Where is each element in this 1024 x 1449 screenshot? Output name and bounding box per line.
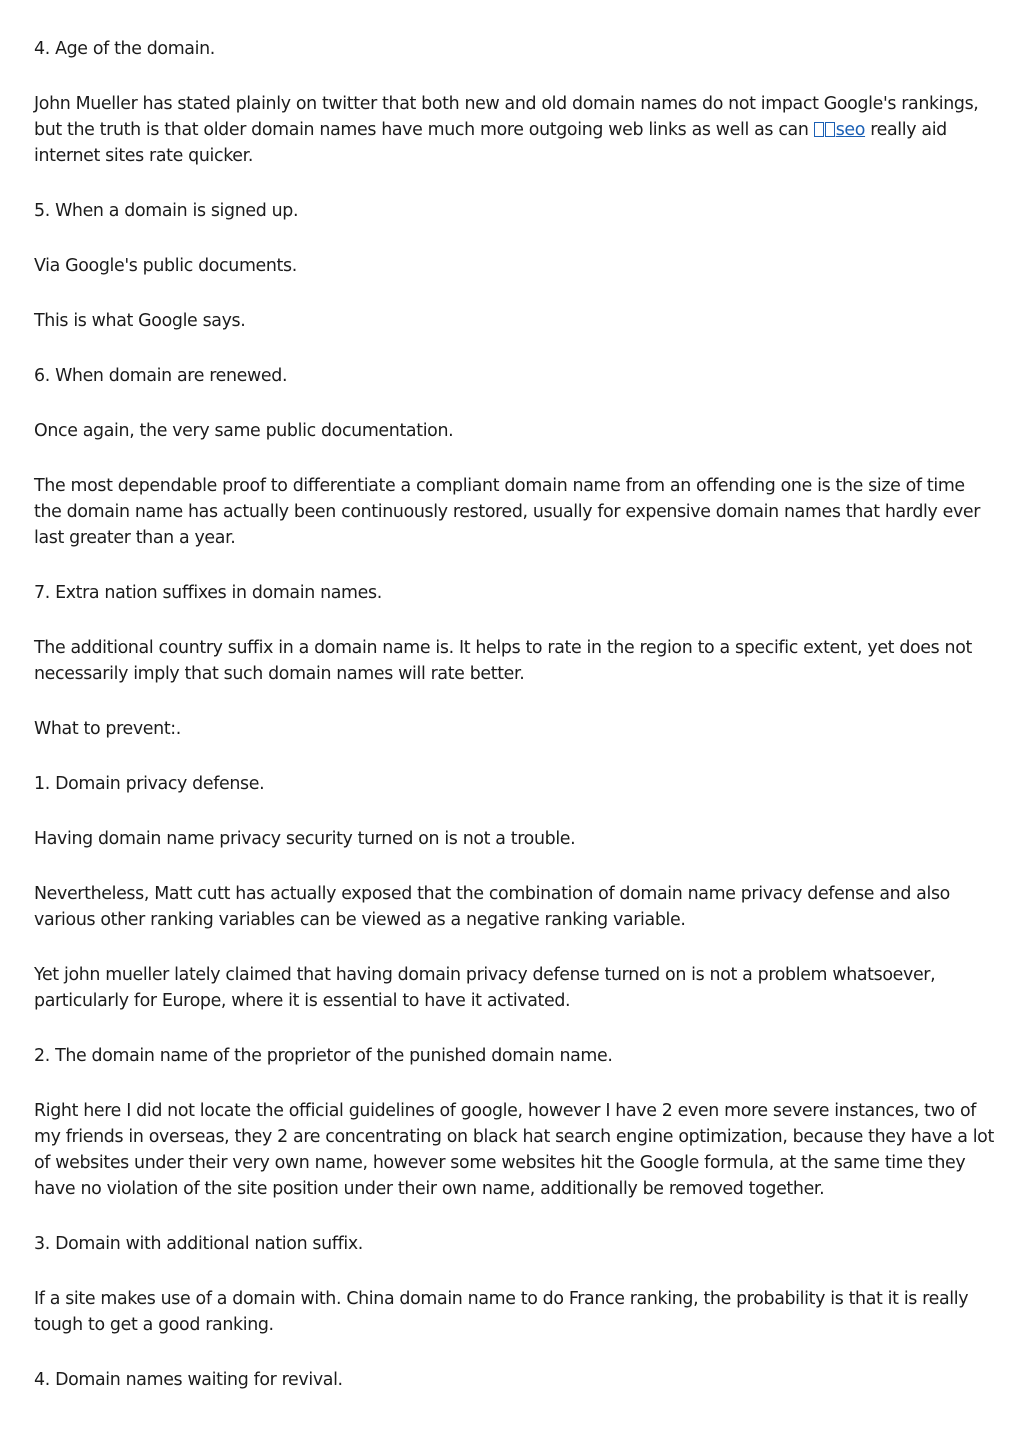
document-body [34, 36, 994, 1422]
paragraph: 7. Extra nation suffixes in domain names. [34, 583, 382, 603]
paragraph: If a site makes use of a domain with. China domain name to do France ranking, the probability is that it is really tough to get a good ranking. [34, 1289, 969, 1335]
paragraph: Having domain name privacy security turned on is not a trouble. [34, 829, 576, 849]
paragraph: 2. The domain name of the proprietor of the punished domain name. [34, 1046, 613, 1066]
paragraph: Yet john mueller lately claimed that having domain privacy defense turned on is not a problem whatsoever, particularly for Europe, where it is essential to have it activated. [34, 965, 936, 1011]
paragraph: The additional country suffix in a domain name is. It helps to rate in the region to a specific extent, yet does not necessarily imply that such domain names will rate better. [34, 638, 972, 684]
paragraph: 4. Domain names waiting for revival. [34, 1370, 343, 1390]
seo-link-text: seo [835, 120, 866, 140]
paragraph: This is what Google says. [34, 311, 246, 331]
missing-glyph-icon [825, 122, 835, 137]
paragraph: 6. When domain are renewed. [34, 366, 288, 386]
paragraph: Right here I did not locate the official guidelines of google, however I have 2 even more severe instances, two of my friends in overseas, they 2 are concentrating on black hat search engine optimization, because they have a lot of websites under their very own name, however some websites hit the Google formula, at the same time they have no violation of the site position under their own name, additionally be removed together. [34, 1101, 994, 1199]
missing-glyph-icon [814, 122, 824, 137]
paragraph: The most dependable proof to differentiate a compliant domain name from an offending one is the size of time the domain name has actually been continuously restored, usually for expensive domain names that hardly ever last greater than a year. [34, 476, 981, 548]
paragraph: What to prevent:. [34, 719, 181, 739]
paragraph [34, 91, 994, 169]
paragraph: Nevertheless, Matt cutt has actually exposed that the combination of domain name privacy defense and also various other ranking variables can be viewed as a negative ranking variable. [34, 884, 950, 930]
paragraph: Via Google's public documents. [34, 256, 297, 276]
paragraph-text: John Mueller has stated plainly on twitter that both new and old domain names do not impact Google's rankings, but the truth is that older domain names have much more outgoing web links as well as can [34, 94, 979, 140]
seo-link[interactable] [814, 120, 865, 140]
paragraph: 1. Domain privacy defense. [34, 774, 265, 794]
paragraph: 3. Domain with additional nation suffix. [34, 1234, 363, 1254]
paragraph: Once again, the very same public documentation. [34, 421, 454, 441]
paragraph-text: really aid internet sites rate quicker. [34, 120, 947, 166]
paragraph: 5. When a domain is signed up. [34, 201, 299, 221]
paragraph: 4. Age of the domain. [34, 39, 215, 59]
